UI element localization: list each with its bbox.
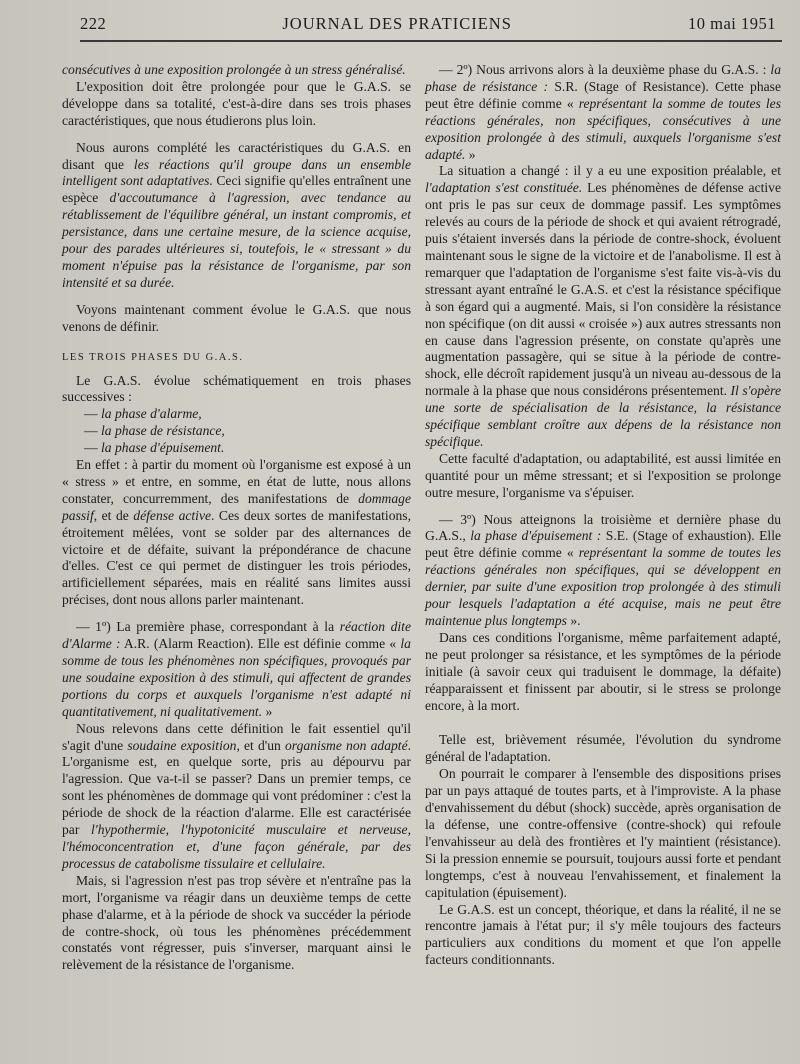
right-column	[425, 62, 781, 974]
paragraph: La situation a changé : il y a eu une exposition préalable, et l'adaptation s'est constituée. Les phénomènes de défense active ont pris le pas sur ceux de dommage passif. Les symptômes relevés au cours de la période de shock et qui avaient rétrogradé, puis s'étaient inversés dans la période de contre-shock, évoluent maintenant sous le signe de la victoire et de l'anabolisme. Il est à remarquer que l'adaptation de l'organisme s'est faite vis-à-vis du stressant ayant entraîné le G.A.S. et c'est la résistance spécifique à son égard qui a augmenté. Mais, si l'on considère la résistance non spécifique (on dit aussi « croisée ») aux autres stressants non en cause dans l'agression présente, on constate qu'après une augmentation passagère, qui se situe à la période de contre-shock, elle décroît rapidement jusqu'à un niveau au-dessous de la normale à la phase que nous considérons présentement. Il s'opère une sorte de spécialisation de la résistance, la résistance spécifique semblant croître aux dépens de la résistance non spécifique.	[425, 163, 781, 449]
paragraph: On pourrait le comparer à l'ensemble des dispositions prises par un pays attaqué de toutes parts, et à l'improviste. A la phase d'envahissement du début (shock) succède, après organisation de la défense, une contre-offensive (contre-shock) qui refoule l'envahisseur au delà des frontières et l'y maintient (résistance). Si la pression ennemie se poursuit, toujours aussi forte et pendant longtemps, c'est à nouveau l'envahissement, et finalement la capitulation (épuisement).	[425, 766, 782, 900]
issue-date: 10 mai 1951	[688, 14, 776, 33]
paragraph: Nous relevons dans cette définition le fait essentiel qu'il s'agit d'une soudaine exposition, et d'un organisme non adapté. L'organisme est, en quelque sorte, pris au dépourvu par l'agression. Que va-t-il se passer? Dans un premier temps, ce sont les phénomènes de dommage qui vont prédominer : c'est la période de shock de la réaction d'alarme. Elle est caractérisée par l'hypothermie, l'hypotonicité musculaire et nerveuse, l'hémoconcentration et, d'une façon générale, par des processus de catabolisme tissulaire et cellulaire.	[62, 720, 412, 871]
paragraph: consécutives à une exposition prolongée à un stress généralisé.	[62, 62, 406, 77]
list-item: — la phase de résistance,	[84, 423, 225, 439]
paragraph: Cette faculté d'adaptation, ou adaptabilité, est aussi limitée en quantité pour un même stressant; et si l'exposition se prolonge outre mesure, l'organisme va s'épuiser.	[425, 450, 781, 500]
paragraph: — 2º) Nous arrivons alors à la deuxième phase du G.A.S. : la phase de résistance : S.R. (Stage of Resistance). Cette phase peut être définie comme « représentant la somme de toutes les réactions générales, non spécifiques, consécutives à une exposition prolongée à des stimuli, auxquels l'organisme s'est adapté. »	[425, 62, 782, 162]
paragraph: En effet : à partir du moment où l'organisme est exposé à un « stress » et entre, en somme, en état de lutte, nous allons constater, concurremment, des manifestations de dommage passif, et de défense active. Ces deux sortes de manifestations, étroitement mêlées, vont se solder par des alternances de victoire et de défaite, suivant la prépondérance de chacune d'elles. C'est ce qui permet de distinguer les trois périodes, artificiellement séparées, mais en réalité sans limites aussi précises, dont nous allons parler maintenant.	[62, 457, 411, 608]
list-item: — la phase d'alarme,	[84, 406, 202, 422]
paragraph: — 3º) Nous atteignons la troisième et dernière phase du G.A.S., la phase d'épuisement : S.E. (Stage of exhaustion). Elle peut être définie comme « représentant la somme de toutes les réactions générales non spécifiques, qui se développent en dernier, par suite d'une exposition trop prolongée à des stimuli pour lesquels l'adaptation a été acquise, mais ne peut être maintenue plus longtemps ».	[425, 511, 781, 628]
paragraph: Dans ces conditions l'organisme, même parfaitement adapté, ne peut prolonger sa résistance, et les symptômes de la période initiale (à savoir ceux qui traduisent le dommage, la défaite) réapparaissent et finissent par aboutir, si le stress se prolonge encore, à la mort.	[425, 629, 781, 713]
paragraph: Voyons maintenant comment évolue le G.A.S. que nous venons de définir.	[62, 301, 411, 334]
section-heading: LES TROIS PHASES DU G.A.S.	[62, 351, 244, 363]
running-header	[62, 14, 782, 34]
paragraph: Mais, si l'agression n'est pas trop sévère et n'entraîne pas la mort, l'organisme va réagir dans un deuxième temps de cette phase d'alarme, et à la période de shock va succéder la période de contre-shock, où tous les phénomènes précédemment constatés vont régresser, puis s'inverser, marquant ainsi le relèvement de la résistance de l'organisme.	[62, 872, 411, 973]
page-number: 222	[80, 14, 107, 33]
paragraph: Nous aurons complété les caractéristiques du G.A.S. en disant que les réactions qu'il groupe dans un ensemble intelligent sont adaptatives. Ceci signifie qu'elles entraînent une espèce d'accoutumance à l'agression, avec tendance au rétablissement de l'équilibre général, un instant compromis, et persistance, dans une certaine mesure, de la science acquise, pour des parades ultérieures si, toutefois, le « stressant » du moment n'épuise pas la résistance de l'organisme, par son intensité et sa durée.	[62, 139, 411, 290]
list-item: — la phase d'épuisement.	[84, 440, 225, 456]
paragraph: Le G.A.S. est un concept, théorique, et dans la réalité, il ne se rencontre jamais à l'état pur; il s'y mêle toujours des facteurs particuliers aux conditions du moment et que l'on appelle facteurs conditionnants.	[425, 901, 781, 968]
journal-title: JOURNAL DES PRATICIENS	[282, 14, 512, 33]
paragraph: L'exposition doit être prolongée pour que le G.A.S. se développe dans sa totalité, c'est-à-dire dans ses trois phases caractéristiques, que nous étudierons plus loin.	[62, 78, 411, 128]
paragraph: — 1º) La première phase, correspondant à la réaction dite d'Alarme : A.R. (Alarm Reaction). Elle est définie comme « la somme de tous les phénomènes non spécifiques, provoqués par une soudaine exposition à des stimuli, qui affectent de grandes portions du corps et auxquels l'organisme n'est adapté ni quantitativement, ni qualitativement. »	[62, 619, 411, 719]
left-column	[62, 62, 411, 974]
header-rule	[80, 40, 782, 42]
article-columns	[62, 62, 782, 974]
paragraph: Telle est, brièvement résumée, l'évolution du syndrome général de l'adaptation.	[425, 732, 781, 765]
paragraph: Le G.A.S. évolue schématiquement en trois phases successives :	[62, 372, 411, 405]
